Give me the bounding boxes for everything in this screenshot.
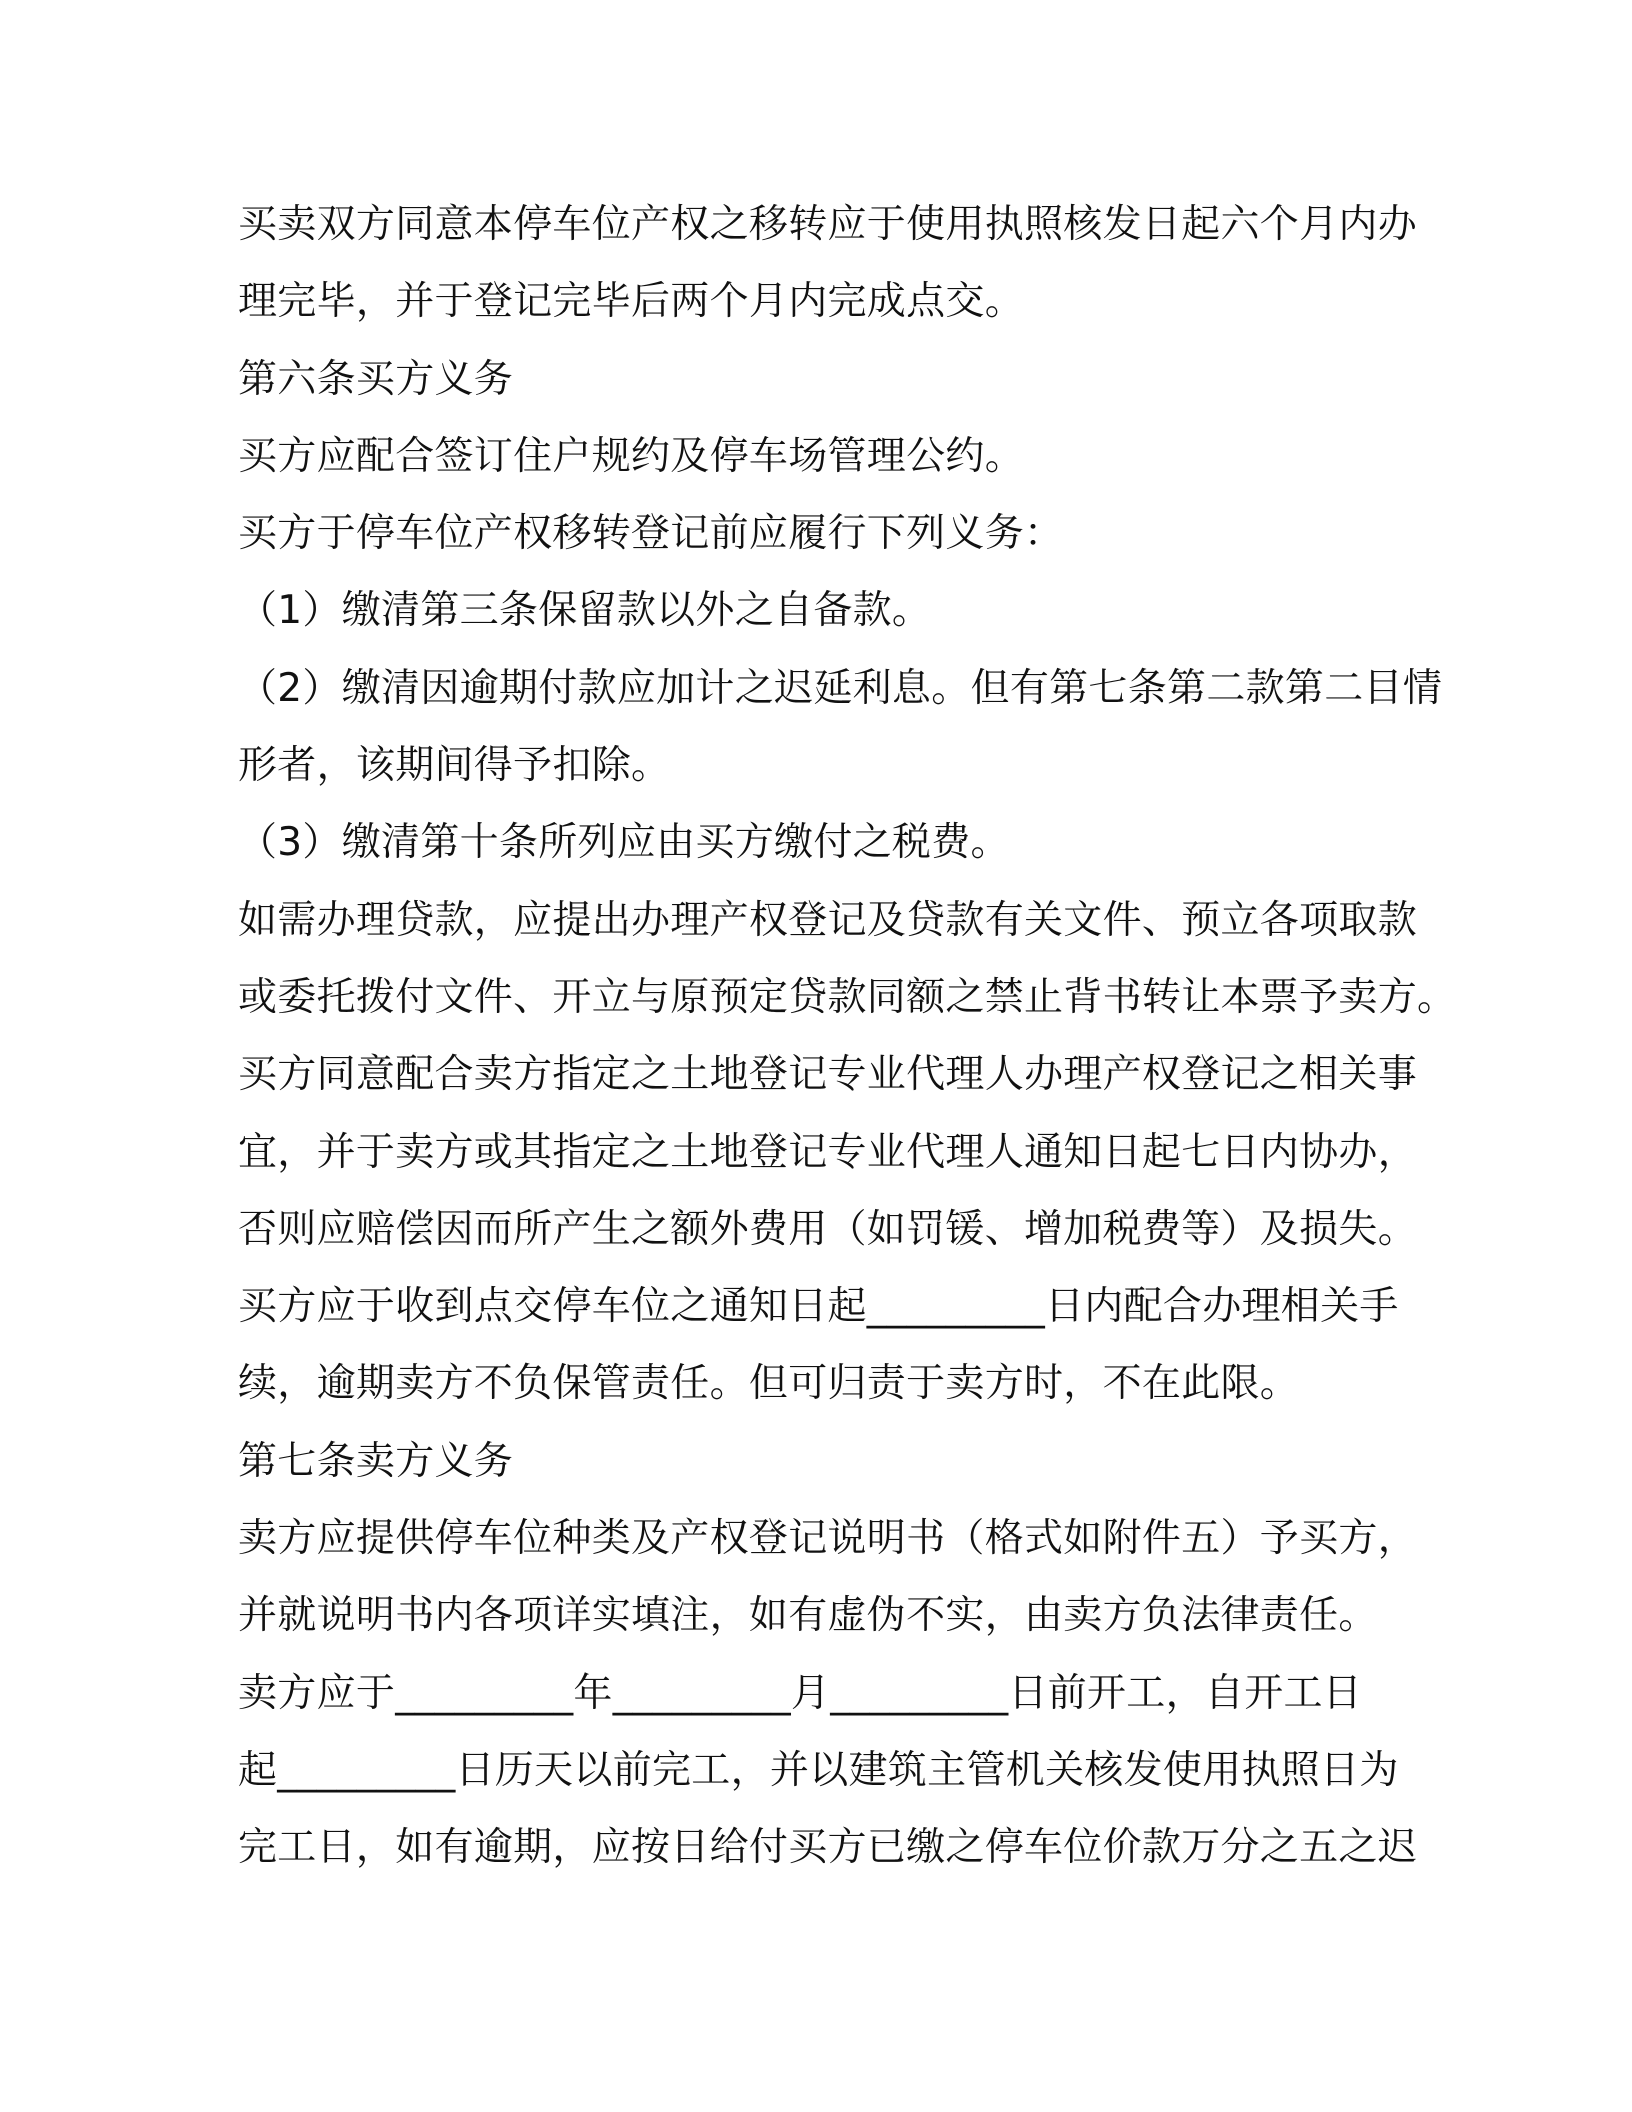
paragraph-line: 否则应赔偿因而所产生之额外费用（如罚锾、增加税费等）及损失。 <box>238 1206 1418 1252</box>
article-heading: 第六条买方义务 <box>238 356 514 402</box>
list-item: （2）缴清因逾期付款应加计之迟延利息。但有第七条第二款第二目情 <box>238 665 1443 711</box>
paragraph-line: 起_________日历天以前完工，并以建筑主管机关核发使用执照日为 <box>238 1747 1399 1793</box>
paragraph-line: 卖方应提供停车位种类及产权登记说明书（格式如附件五）予买方， <box>238 1516 1418 1562</box>
paragraph-line: 理完毕，并于登记完毕后两个月内完成点交。 <box>238 279 1025 325</box>
article-heading: 第七条卖方义务 <box>238 1438 514 1484</box>
paragraph-line: 买方应配合签订住户规约及停车场管理公约。 <box>238 433 1025 479</box>
paragraph-line: 买卖双方同意本停车位产权之移转应于使用执照核发日起六个月内办 <box>238 202 1418 247</box>
document-body <box>238 186 1457 1887</box>
paragraph-line: 买方于停车位产权移转登记前应履行下列义务： <box>238 511 1064 557</box>
paragraph-line: 续，逾期卖方不负保管责任。但可归责于卖方时，不在此限。 <box>238 1361 1300 1407</box>
paragraph-line: 完工日，如有逾期，应按日给付买方已缴之停车位价款万分之五之迟 <box>238 1825 1418 1871</box>
paragraph-line: 形者，该期间得予扣除。 <box>238 743 671 789</box>
paragraph-line: 并就说明书内各项详实填注，如有虚伪不实，由卖方负法律责任。 <box>238 1593 1378 1639</box>
paragraph-line: 买方应于收到点交停车位之通知日起_________日内配合办理相关手 <box>238 1284 1399 1330</box>
list-item: （3）缴清第十条所列应由买方缴付之税费。 <box>238 820 1010 866</box>
paragraph-line: 如需办理贷款，应提出办理产权登记及贷款有关文件、预立各项取款 <box>238 897 1418 943</box>
paragraph-line: 或委托拨付文件、开立与原预定贷款同额之禁止背书转让本票予卖方。 <box>238 974 1457 1020</box>
paragraph-line: 宜，并于卖方或其指定之土地登记专业代理人通知日起七日内协办， <box>238 1129 1418 1175</box>
paragraph-line: 卖方应于_________年_________月_________日前开工，自开工日 <box>238 1670 1363 1716</box>
list-item: （1）缴清第三条保留款以外之自备款。 <box>238 588 932 634</box>
paragraph-line: 买方同意配合卖方指定之土地登记专业代理人办理产权登记之相关事 <box>238 1052 1418 1098</box>
